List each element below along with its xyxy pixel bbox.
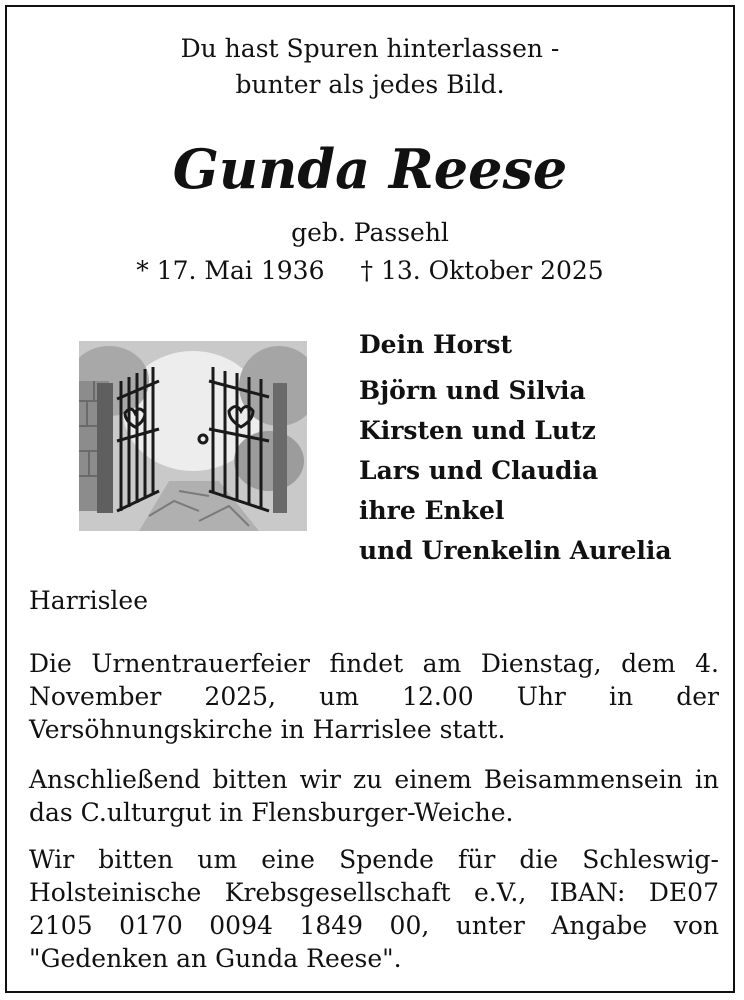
obituary-notice xyxy=(5,5,735,993)
death-date: † 13. Oktober 2025 xyxy=(360,256,604,285)
motto-line-2: bunter als jedes Bild. xyxy=(235,70,505,99)
life-dates xyxy=(7,255,733,287)
gathering-paragraph: Anschließend bitten wir zu einem Beisammensein in das C.ulturgut in Flensburger-Weiche. xyxy=(29,765,719,827)
mourner-family: und Urenkelin Aurelia xyxy=(359,536,672,565)
mourners-list xyxy=(359,325,672,571)
motto-line-1: Du hast Spuren hinterlassen - xyxy=(180,34,560,63)
mourner-family: Kirsten und Lutz xyxy=(359,416,596,445)
mourner-family: Björn und Silvia xyxy=(359,376,586,405)
motto xyxy=(7,31,733,103)
mourner-family: Lars und Claudia xyxy=(359,456,599,485)
ceremony-paragraph: Die Urnentrauerfeier findet am Dienstag, dem 4. November 2025, um 12.00 Uhr in der Versöhnungskirche in Harrislee statt. xyxy=(29,649,719,744)
garden-gate-image xyxy=(79,341,307,531)
birth-name: geb. Passehl xyxy=(291,218,449,247)
mourner-spouse: Dein Horst xyxy=(359,330,513,359)
donation-paragraph: Wir bitten um eine Spende für die Schleswig-Holsteinische Krebsgesellschaft e.V., IBAN: DE07 2105 0170 0094 1849 00, unter Angabe von "Gedenken an Gunda Reese". xyxy=(29,845,719,973)
mourner-family: ihre Enkel xyxy=(359,496,505,525)
birth-date: * 17. Mai 1936 xyxy=(136,256,325,285)
deceased-name: Gunda Reese xyxy=(172,137,568,201)
place: Harrislee xyxy=(29,586,149,615)
